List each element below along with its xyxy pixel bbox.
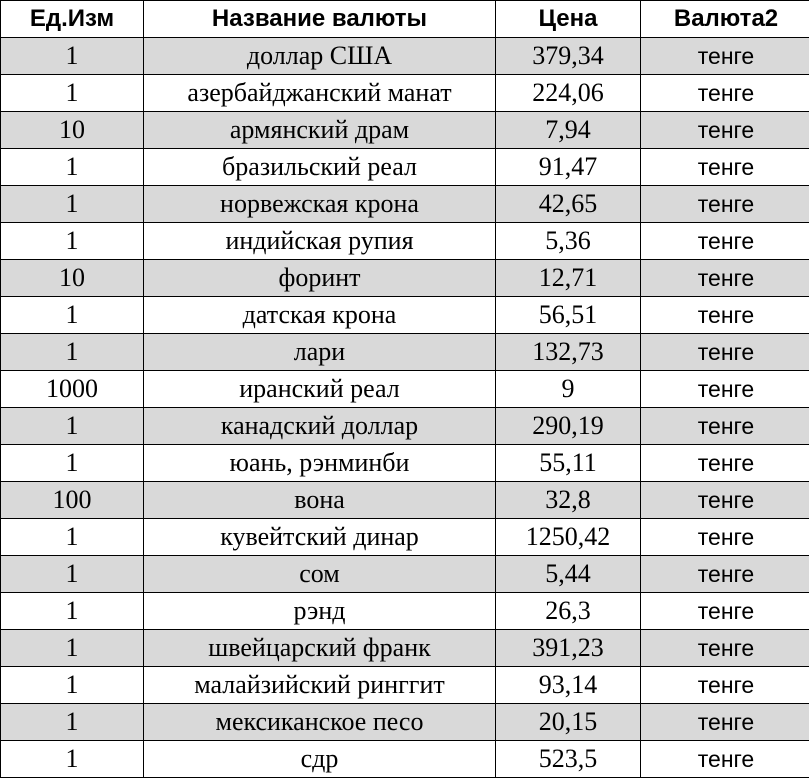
cell-currency2: тенге <box>641 38 809 75</box>
table-body <box>1 38 809 778</box>
table-row <box>1 445 809 482</box>
cell-price: 55,11 <box>496 445 641 482</box>
cell-currency2: тенге <box>641 149 809 186</box>
cell-currency-name: канадский доллар <box>144 408 496 445</box>
cell-currency2: тенге <box>641 482 809 519</box>
cell-currency-name: доллар США <box>144 38 496 75</box>
table-row <box>1 519 809 556</box>
cell-currency2: тенге <box>641 334 809 371</box>
cell-currency-name: азербайджанский манат <box>144 75 496 112</box>
cell-currency2: тенге <box>641 704 809 741</box>
cell-currency2: тенге <box>641 75 809 112</box>
cell-price: 5,44 <box>496 556 641 593</box>
cell-unit: 1 <box>1 186 144 223</box>
table-row <box>1 75 809 112</box>
cell-price: 391,23 <box>496 630 641 667</box>
cell-price: 56,51 <box>496 297 641 334</box>
cell-currency-name: сом <box>144 556 496 593</box>
header-row <box>1 1 809 38</box>
cell-currency2: тенге <box>641 112 809 149</box>
table-row <box>1 704 809 741</box>
cell-currency2: тенге <box>641 667 809 704</box>
cell-currency2: тенге <box>641 741 809 778</box>
cell-price: 91,47 <box>496 149 641 186</box>
header-currency-name: Название валюты <box>144 1 496 38</box>
cell-unit: 1 <box>1 593 144 630</box>
cell-price: 9 <box>496 371 641 408</box>
cell-price: 20,15 <box>496 704 641 741</box>
cell-price: 1250,42 <box>496 519 641 556</box>
cell-unit: 1000 <box>1 371 144 408</box>
cell-currency2: тенге <box>641 223 809 260</box>
cell-currency2: тенге <box>641 408 809 445</box>
cell-price: 32,8 <box>496 482 641 519</box>
cell-price: 42,65 <box>496 186 641 223</box>
cell-unit: 1 <box>1 704 144 741</box>
cell-unit: 1 <box>1 556 144 593</box>
cell-price: 290,19 <box>496 408 641 445</box>
cell-unit: 1 <box>1 75 144 112</box>
table-row <box>1 408 809 445</box>
cell-currency-name: иранский реал <box>144 371 496 408</box>
cell-currency-name: бразильский реал <box>144 149 496 186</box>
cell-currency-name: лари <box>144 334 496 371</box>
table-row <box>1 149 809 186</box>
table-row <box>1 630 809 667</box>
cell-currency2: тенге <box>641 260 809 297</box>
cell-unit: 1 <box>1 667 144 704</box>
cell-currency-name: сдр <box>144 741 496 778</box>
cell-unit: 1 <box>1 519 144 556</box>
table-row <box>1 593 809 630</box>
table-row <box>1 334 809 371</box>
cell-currency-name: индийская рупия <box>144 223 496 260</box>
cell-unit: 10 <box>1 112 144 149</box>
cell-currency-name: швейцарский франк <box>144 630 496 667</box>
cell-currency-name: форинт <box>144 260 496 297</box>
cell-currency-name: датская крона <box>144 297 496 334</box>
cell-price: 523,5 <box>496 741 641 778</box>
cell-unit: 1 <box>1 630 144 667</box>
cell-unit: 1 <box>1 741 144 778</box>
cell-price: 5,36 <box>496 223 641 260</box>
cell-currency2: тенге <box>641 593 809 630</box>
cell-currency-name: мексиканское песо <box>144 704 496 741</box>
cell-currency-name: кувейтский динар <box>144 519 496 556</box>
table-row <box>1 667 809 704</box>
cell-unit: 10 <box>1 260 144 297</box>
cell-currency-name: норвежская крона <box>144 186 496 223</box>
cell-unit: 1 <box>1 334 144 371</box>
cell-price: 12,71 <box>496 260 641 297</box>
cell-unit: 1 <box>1 223 144 260</box>
cell-currency2: тенге <box>641 445 809 482</box>
cell-unit: 1 <box>1 149 144 186</box>
table-row <box>1 482 809 519</box>
table-row <box>1 556 809 593</box>
header-price: Цена <box>496 1 641 38</box>
header-currency2: Валюта2 <box>641 1 809 38</box>
header-unit: Ед.Изм <box>1 1 144 38</box>
table-row <box>1 223 809 260</box>
cell-price: 379,34 <box>496 38 641 75</box>
cell-price: 224,06 <box>496 75 641 112</box>
table-row <box>1 741 809 778</box>
table-row <box>1 112 809 149</box>
cell-unit: 100 <box>1 482 144 519</box>
cell-price: 7,94 <box>496 112 641 149</box>
table-row <box>1 260 809 297</box>
table-row <box>1 38 809 75</box>
cell-unit: 1 <box>1 38 144 75</box>
cell-currency2: тенге <box>641 630 809 667</box>
cell-currency-name: армянский драм <box>144 112 496 149</box>
cell-price: 26,3 <box>496 593 641 630</box>
cell-currency2: тенге <box>641 519 809 556</box>
table-row <box>1 371 809 408</box>
cell-currency2: тенге <box>641 556 809 593</box>
cell-currency-name: юань, рэнминби <box>144 445 496 482</box>
cell-currency2: тенге <box>641 186 809 223</box>
cell-unit: 1 <box>1 297 144 334</box>
cell-currency-name: рэнд <box>144 593 496 630</box>
cell-price: 93,14 <box>496 667 641 704</box>
cell-unit: 1 <box>1 408 144 445</box>
cell-currency2: тенге <box>641 297 809 334</box>
cell-currency-name: вона <box>144 482 496 519</box>
cell-currency-name: малайзийский ринггит <box>144 667 496 704</box>
table-row <box>1 186 809 223</box>
cell-unit: 1 <box>1 445 144 482</box>
table-row <box>1 297 809 334</box>
cell-price: 132,73 <box>496 334 641 371</box>
table-header <box>1 1 809 38</box>
cell-currency2: тенге <box>641 371 809 408</box>
